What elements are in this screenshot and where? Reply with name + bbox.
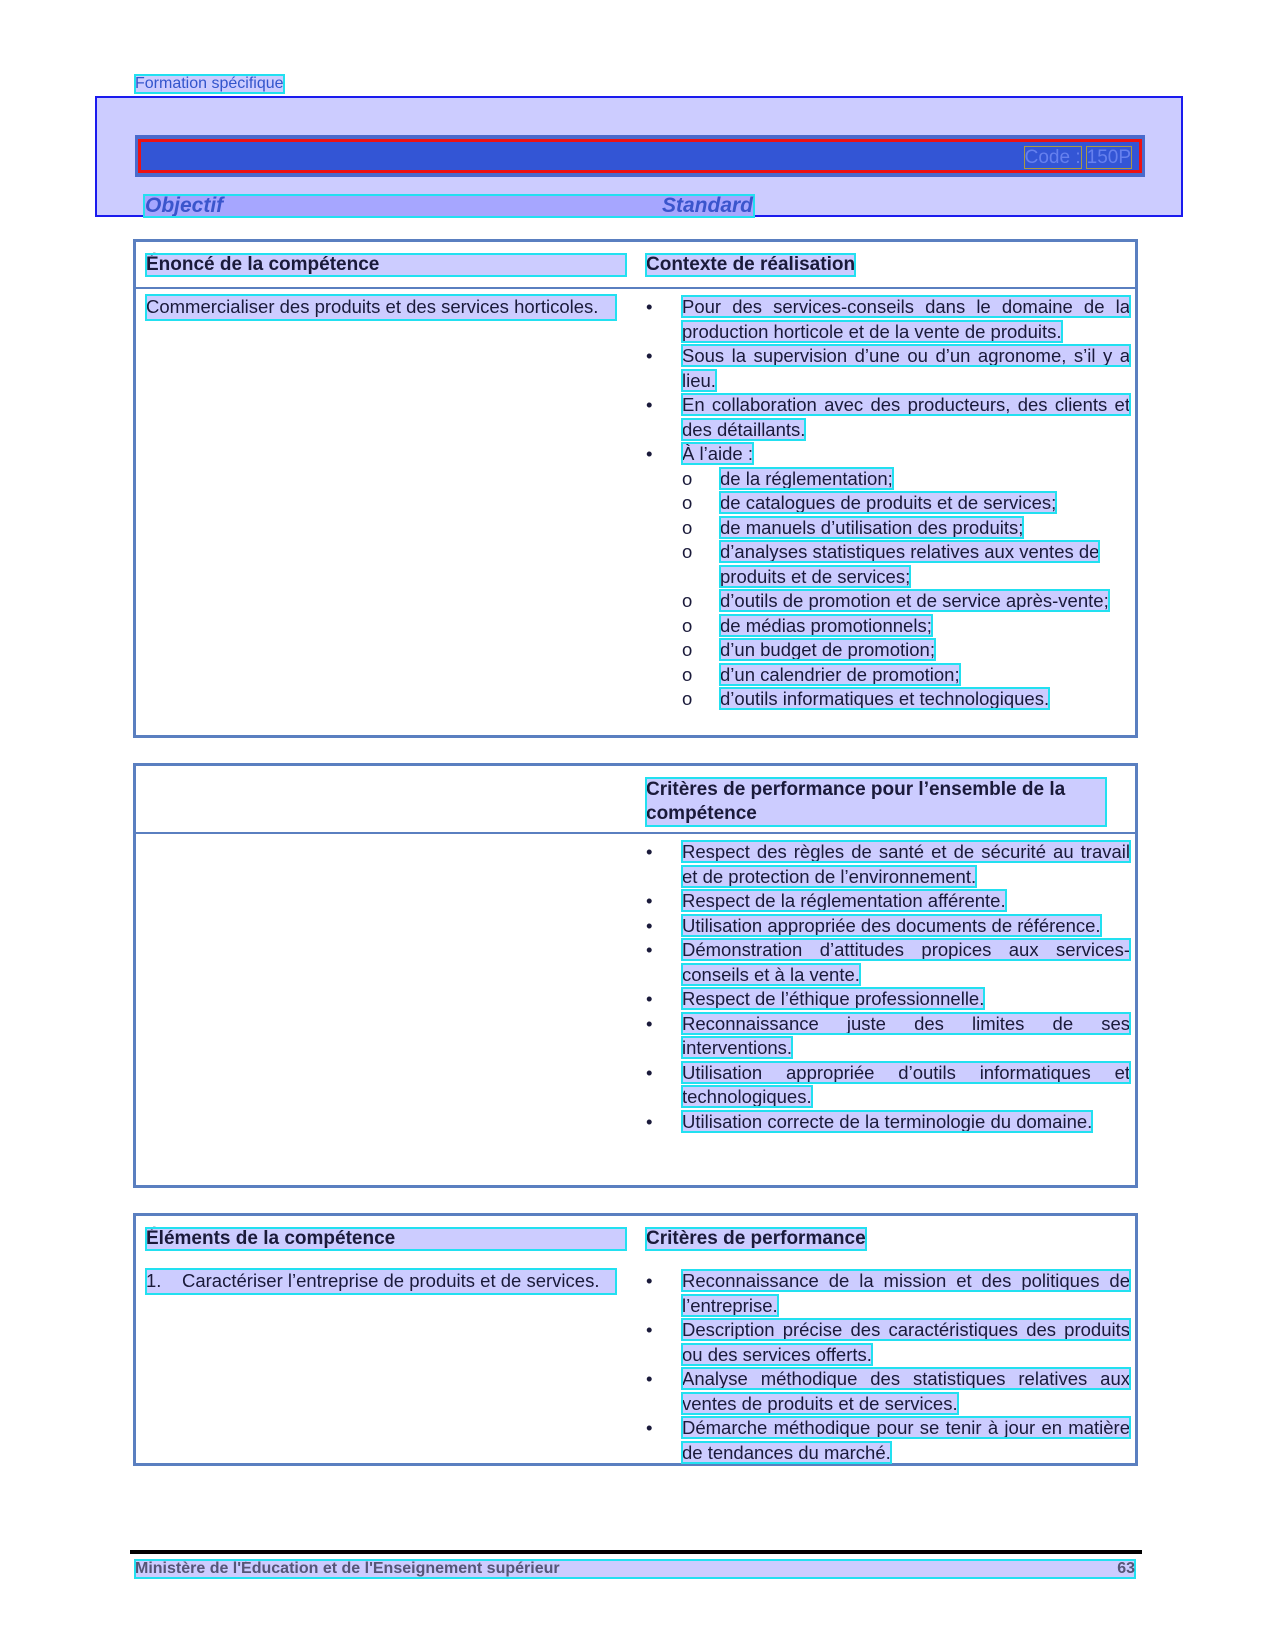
list-item: o d’analyses statistiques relatives aux ventes de produits et de services; bbox=[682, 541, 1100, 587]
bullet-icon: • bbox=[646, 841, 653, 862]
objective-label: Objectif bbox=[145, 194, 224, 217]
bullet-icon: • bbox=[646, 1061, 653, 1083]
list-item: o d’outils informatiques et technologiques. bbox=[646, 687, 1130, 712]
list-item: o de médias promotionnels; bbox=[646, 614, 1130, 639]
bullet-icon: o bbox=[682, 541, 693, 562]
list-item: o d’outils de promotion et de service après-vente; bbox=[646, 589, 1130, 614]
bullet-icon: • bbox=[646, 1110, 653, 1132]
elements-header: Éléments de la compétence bbox=[146, 1228, 626, 1250]
bullet-icon: • bbox=[646, 296, 653, 317]
competency-banner bbox=[95, 96, 1183, 217]
bullet-icon: • bbox=[646, 1270, 653, 1291]
list-item: • Utilisation appropriée d’outils informatiques et technologiques. bbox=[646, 1061, 1130, 1107]
bullet-icon: • bbox=[646, 988, 653, 1009]
list-item: • Démarche méthodique pour se tenir à jour en matière de tendances du marché. bbox=[646, 1417, 1130, 1463]
bullet-icon: o bbox=[682, 516, 693, 538]
page-number: 63 bbox=[1117, 1560, 1135, 1577]
footer-rule bbox=[130, 1550, 1142, 1554]
list-item: • Pour des services-conseils dans le domaine de la production horticole et de la vente de produits. bbox=[646, 296, 1130, 342]
bullet-icon: o bbox=[682, 663, 693, 685]
list-item: • Reconnaissance juste des limites de ses interventions. bbox=[646, 1012, 1130, 1058]
bullet-icon: • bbox=[646, 890, 653, 911]
list-item: • Respect de l’éthique professionnelle. bbox=[646, 987, 1130, 1012]
bullet-icon: • bbox=[646, 1012, 653, 1034]
bullet-icon: • bbox=[646, 345, 653, 366]
list-item: • Description précise des caractéristiques des produits ou des services offerts. bbox=[646, 1319, 1130, 1365]
list-item: o de catalogues de produits et de services; bbox=[646, 491, 1130, 516]
list-item: o de la réglementation; bbox=[646, 467, 1130, 492]
bullet-icon: • bbox=[646, 1368, 653, 1389]
list-item: • Reconnaissance de la mission et des politiques de l’entreprise. bbox=[646, 1270, 1130, 1316]
bullet-icon: • bbox=[646, 394, 653, 415]
list-item: o d’un budget de promotion; bbox=[646, 638, 1130, 663]
bullet-icon: o bbox=[682, 492, 693, 513]
list-item: • Utilisation appropriée des documents de référence. bbox=[646, 914, 1130, 939]
bullet-icon: o bbox=[682, 639, 693, 660]
bullet-icon: o bbox=[682, 467, 693, 489]
criteria-header: Critères de performance bbox=[646, 1228, 866, 1249]
list-item: • Respect des règles de santé et de sécurité au travail et de protection de l’environnement. bbox=[646, 841, 1130, 887]
context-list bbox=[646, 295, 1130, 712]
bullet-icon: • bbox=[646, 939, 653, 960]
bullet-icon: • bbox=[646, 914, 653, 936]
bullet-icon: • bbox=[646, 1417, 653, 1438]
ministry-name: Ministère de l'Éducation et de l'Enseignement supérieur bbox=[135, 1560, 560, 1577]
bullet-icon: o bbox=[682, 590, 693, 611]
competency-code: Code : 150P bbox=[1024, 147, 1131, 168]
list-item: • Utilisation correcte de la terminologie du domaine. bbox=[646, 1110, 1130, 1135]
elements-table bbox=[133, 1213, 1138, 1466]
list-item: o d’un calendrier de promotion; bbox=[646, 663, 1130, 688]
list-item: • Analyse méthodique des statistiques relatives aux ventes de produits et de services. bbox=[646, 1368, 1130, 1414]
footer bbox=[135, 1560, 1135, 1578]
objective-standard-heading bbox=[145, 196, 753, 216]
list-item: • Sous la supervision d’une ou d’un agronome, s’il y a lieu. bbox=[646, 345, 1130, 391]
list-item: • En collaboration avec des producteurs, des clients et des détaillants. bbox=[646, 394, 1130, 440]
global-criteria-header: Critères de performance pour l’ensemble de la compétence bbox=[646, 778, 1106, 826]
list-item: • À l’aide : bbox=[646, 442, 1130, 467]
statement-table bbox=[133, 239, 1138, 738]
list-item: o de manuels d’utilisation des produits; bbox=[646, 516, 1130, 541]
competency-statement: Commercialiser des produits et des services horticoles. bbox=[146, 295, 616, 320]
element-criteria-list bbox=[646, 1269, 1130, 1465]
standard-label: Standard bbox=[661, 194, 753, 217]
bullet-icon: o bbox=[682, 614, 693, 636]
bullet-icon: • bbox=[646, 1319, 653, 1340]
code-bar bbox=[135, 135, 1145, 177]
bullet-icon: o bbox=[682, 688, 693, 709]
global-criteria-table bbox=[133, 763, 1138, 1188]
list-item: • Démonstration d’attitudes propices aux services-conseils et à la vente. bbox=[646, 939, 1130, 985]
section-title: Formation spécifique bbox=[135, 75, 284, 92]
global-criteria-list bbox=[646, 840, 1130, 1134]
bullet-icon: • bbox=[646, 443, 653, 464]
statement-header: Énoncé de la compétence bbox=[146, 254, 626, 276]
context-header: Contexte de réalisation bbox=[646, 254, 856, 275]
list-item: • Respect de la réglementation afférente. bbox=[646, 889, 1130, 914]
element-1: 1. Caractériser l’entreprise de produits et de services. bbox=[146, 1269, 616, 1294]
